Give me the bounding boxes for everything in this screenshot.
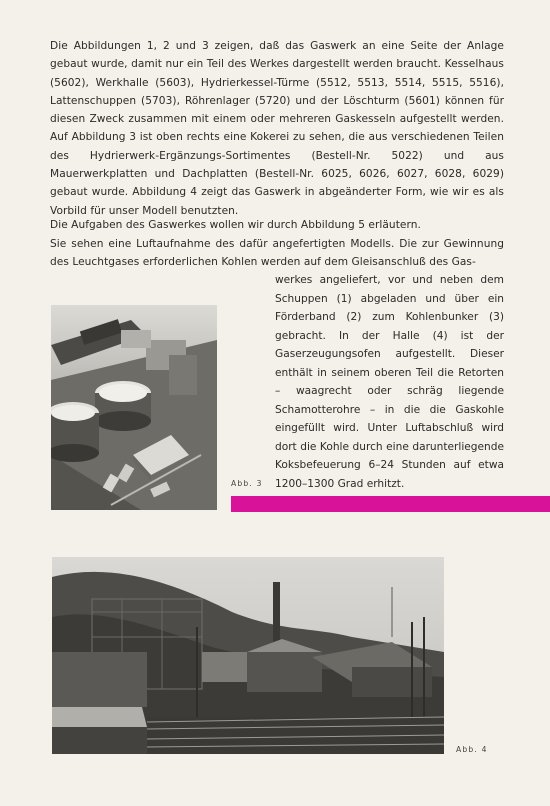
figure-4-photo [52, 557, 444, 754]
figure-3-caption: Abb. 3 [231, 479, 263, 488]
accent-bar [231, 496, 550, 512]
body-paragraph-2: Die Aufgaben des Gaswerkes wollen wir durch Abbildung 5 erläutern. [50, 219, 421, 231]
body-paragraph-1: Die Abbildungen 1, 2 und 3 zeigen, daß das Gaswerk an eine Seite der Anlage gebaut wurde, damit nur ein Teil des Werkes dargestellt werden braucht. Kesselhaus (5602), Werkhalle (5603), Hydrierkessel-Türme (5512, 5513, 5514, 5515, 5516), Lattenschuppen (5703), Röhrenlager (5720) und der Löschturm (5601) können für diesen Zweck zusammen mit einem oder mehreren Gaskesseln aufgestellt werden. Auf Abbildung 3 ist oben rechts eine Kokerei zu sehen, die aus verschiedenen Teilen des Hydrierwerk-Ergänzungs-Sortimentes (Bestell-Nr. 5022) und aus Mauerwerkplatten und Dachplatten (Bestell-Nr. 6025, 6026, 6027, 6028, 6029) gebaut wurde. Abbildung 4 zeigt das Gaswerk in abgeänderter Form, wie wir es als Vorbild für unser Modell benutzten. [50, 40, 504, 217]
body-paragraph-3-start: Sie sehen eine Luftaufnahme des dafür angefertigten Modells. Die zur Gewinnung des Leuchtgases erforderlichen Kohlen werden auf dem Gleisanschluß des Gas- [50, 238, 504, 269]
figure-3-photo [51, 305, 217, 510]
figure-4-caption: Abb. 4 [456, 745, 488, 754]
body-paragraph-3-wrap: werkes angeliefert, vor und neben dem Schuppen (1) abgeladen und über ein Förderband (2) zum Kohlenbunker (3) gebracht. In der Halle (4) ist der Gaserzeugungsofen aufgestellt. Dieser enthält in seinem oberen Teil die Retorten – waagrecht oder schräg liegende Schamotterohre – in die die Gaskohle eingefüllt wird. Unter Luftabschluß wird dort die Kohle durch eine darunterliegende Koksbefeuerung 6–24 Stunden auf etwa 1200–1300 Grad erhitzt. [275, 274, 504, 490]
